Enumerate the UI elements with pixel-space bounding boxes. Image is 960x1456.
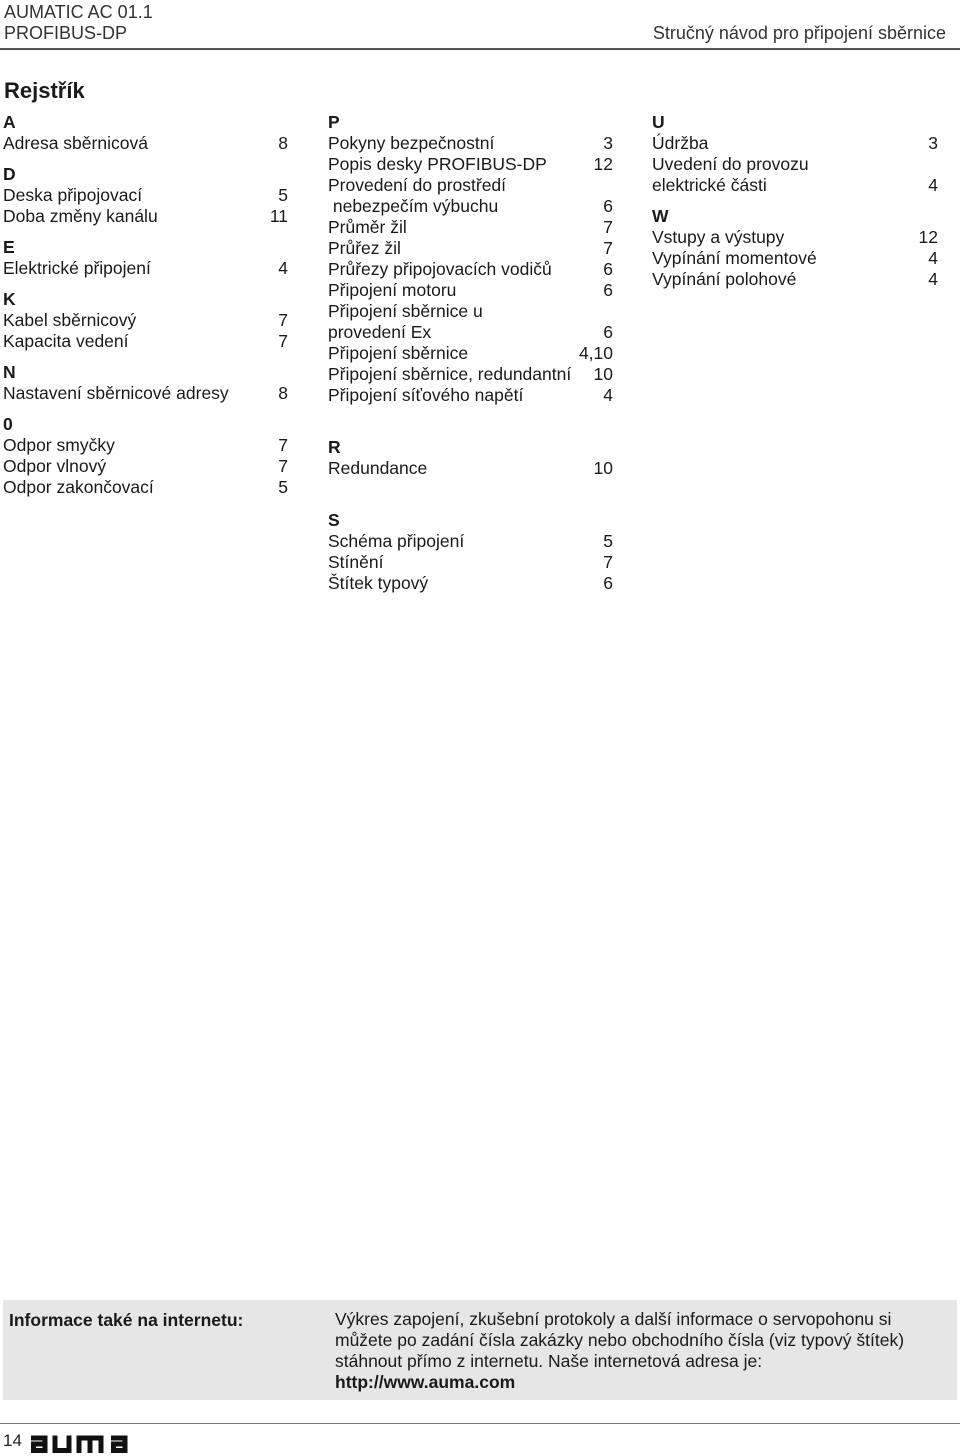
- index-letter: P: [328, 112, 340, 132]
- entry-page: 7: [278, 331, 288, 351]
- header-left: [4, 2, 153, 44]
- entry-term: Připojení sběrnice: [328, 343, 469, 363]
- entry-term: Popis desky PROFIBUS-DP: [328, 154, 547, 174]
- index-entry: [328, 322, 613, 343]
- index-entry: [3, 133, 288, 154]
- entry-term: Odpor zakončovací: [3, 477, 154, 497]
- entry-page: 10: [593, 458, 613, 478]
- index-column-1: [3, 112, 288, 498]
- index-entry: [328, 343, 613, 364]
- entry-term: Připojení sběrnice, redundantní: [328, 364, 572, 384]
- index-column-3: [652, 112, 938, 290]
- internet-info-description: Výkres zapojení, zkušební protokoly a další informace o servopohonu si můžete po zadání čísla zakázky nebo obchodního čísla (viz typový štítek) stáhnout přímo z internetu. Naše internetová adresa je:: [335, 1309, 905, 1371]
- entry-page: 3: [603, 133, 613, 153]
- entry-term: elektrické části: [652, 175, 767, 195]
- entry-page: 8: [278, 133, 288, 153]
- entry-page: 5: [278, 477, 288, 497]
- index-entry: [328, 259, 613, 280]
- index-entry: [328, 280, 613, 301]
- index-entry: [3, 310, 288, 331]
- index-entry: [3, 185, 288, 206]
- index-entry: [652, 133, 938, 154]
- index-letter: E: [3, 237, 15, 257]
- entry-page: 3: [928, 133, 938, 153]
- entry-page: 4: [928, 248, 938, 268]
- product-name: AUMATIC AC 01.1: [4, 2, 153, 22]
- index-entry: [652, 154, 938, 175]
- entry-page: 5: [603, 531, 613, 551]
- entry-page: 4: [278, 258, 288, 278]
- entry-term: Odpor vlnový: [3, 456, 107, 476]
- index-entry: [3, 258, 288, 279]
- entry-term: Průřezy připojovacích vodičů: [328, 259, 552, 279]
- entry-term: Pokyny bezpečnostní: [328, 133, 495, 153]
- internet-info-box: [3, 1300, 957, 1400]
- entry-term: Nastavení sběrnicové adresy: [3, 383, 229, 403]
- index-entry: [3, 477, 288, 498]
- page-number: 14: [3, 1431, 22, 1450]
- entry-page: 6: [603, 573, 613, 593]
- header-divider: [0, 48, 960, 50]
- index-entry: [328, 385, 613, 406]
- index-letter: 0: [3, 414, 13, 434]
- entry-page: 12: [918, 227, 938, 247]
- index-letter: W: [652, 206, 669, 226]
- entry-term: nebezpečím výbuchu: [328, 196, 499, 216]
- index-entry: [328, 458, 613, 479]
- entry-page: 11: [269, 206, 288, 226]
- protocol-name: PROFIBUS-DP: [4, 23, 128, 43]
- index-letter: K: [3, 289, 16, 309]
- entry-page: 4,10: [578, 343, 613, 363]
- index-letter: N: [3, 362, 16, 382]
- entry-term: Odpor smyčky: [3, 435, 115, 455]
- index-entry: [3, 383, 288, 404]
- index-title: Rejstřík: [4, 78, 85, 103]
- index-entry: [328, 217, 613, 238]
- internet-info-text: [335, 1309, 945, 1393]
- entry-page: 8: [278, 383, 288, 403]
- entry-page: 6: [603, 322, 613, 342]
- index-entry: [652, 248, 938, 269]
- entry-term: Připojení sběrnice u: [328, 301, 483, 321]
- entry-page: 4: [928, 269, 938, 289]
- entry-page: 10: [593, 364, 613, 384]
- entry-term: Uvedení do provozu: [652, 154, 809, 174]
- index-letter: U: [652, 112, 665, 132]
- index-letter: S: [328, 510, 340, 530]
- entry-page: 7: [603, 238, 613, 258]
- entry-page: 4: [603, 385, 613, 405]
- index-entry: [328, 238, 613, 259]
- entry-page: 7: [278, 435, 288, 455]
- entry-term: Průřez žil: [328, 238, 401, 258]
- entry-page: 12: [593, 154, 613, 174]
- index-entry: [328, 552, 613, 573]
- index-entry: [328, 175, 613, 196]
- entry-term: Schéma připojení: [328, 531, 465, 551]
- entry-term: Deska připojovací: [3, 185, 143, 205]
- index-entry: [3, 331, 288, 352]
- entry-term: Vstupy a výstupy: [652, 227, 785, 247]
- entry-term: Kabel sběrnicový: [3, 310, 137, 330]
- index-entry: [328, 196, 613, 217]
- index-entry: [328, 531, 613, 552]
- entry-term: Redundance: [328, 458, 428, 478]
- entry-term: Vypínání polohové: [652, 269, 797, 289]
- entry-term: Vypínání momentové: [652, 248, 817, 268]
- entry-term: Připojení motoru: [328, 280, 457, 300]
- entry-term: Údržba: [652, 133, 709, 153]
- index-entry: [328, 364, 613, 385]
- internet-info-label: Informace také na internetu:: [9, 1310, 244, 1330]
- index-entry: [3, 456, 288, 477]
- index-letter: A: [3, 112, 16, 132]
- index-column-2: [328, 112, 613, 594]
- entry-term: provedení Ex: [328, 322, 432, 342]
- website-link[interactable]: http://www.auma.com: [335, 1372, 516, 1392]
- entry-page: 7: [603, 552, 613, 572]
- entry-page: 7: [278, 456, 288, 476]
- index-entry: [3, 435, 288, 456]
- entry-page: 7: [278, 310, 288, 330]
- index-entry: [652, 227, 938, 248]
- footer-divider: [0, 1423, 960, 1424]
- index-entry: [328, 301, 613, 322]
- entry-page: 6: [603, 259, 613, 279]
- index-entry: [652, 269, 938, 290]
- entry-term: Stínění: [328, 552, 384, 572]
- index-entry: [652, 175, 938, 196]
- entry-page: 5: [278, 185, 288, 205]
- entry-term: Provedení do prostředí: [328, 175, 507, 195]
- entry-page: 4: [928, 175, 938, 195]
- entry-page: 6: [603, 196, 613, 216]
- index-entry: [3, 206, 288, 227]
- entry-term: Připojení síťového napětí: [328, 385, 524, 405]
- entry-term: Doba změny kanálu: [3, 206, 158, 226]
- entry-page: 6: [603, 280, 613, 300]
- entry-term: Elektrické připojení: [3, 258, 151, 278]
- entry-term: Adresa sběrnicová: [3, 133, 148, 153]
- index-entry: [328, 573, 613, 594]
- auma-logo: [26, 1433, 130, 1453]
- index-entry: [328, 154, 613, 175]
- entry-term: Kapacita vedení: [3, 331, 129, 351]
- entry-page: 7: [603, 217, 613, 237]
- index-entry: [328, 133, 613, 154]
- index-letter: D: [3, 164, 16, 184]
- entry-term: Průměr žil: [328, 217, 407, 237]
- index-letter: R: [328, 437, 341, 457]
- entry-term: Štítek typový: [328, 573, 429, 593]
- document-title: Stručný návod pro připojení sběrnice: [652, 23, 946, 43]
